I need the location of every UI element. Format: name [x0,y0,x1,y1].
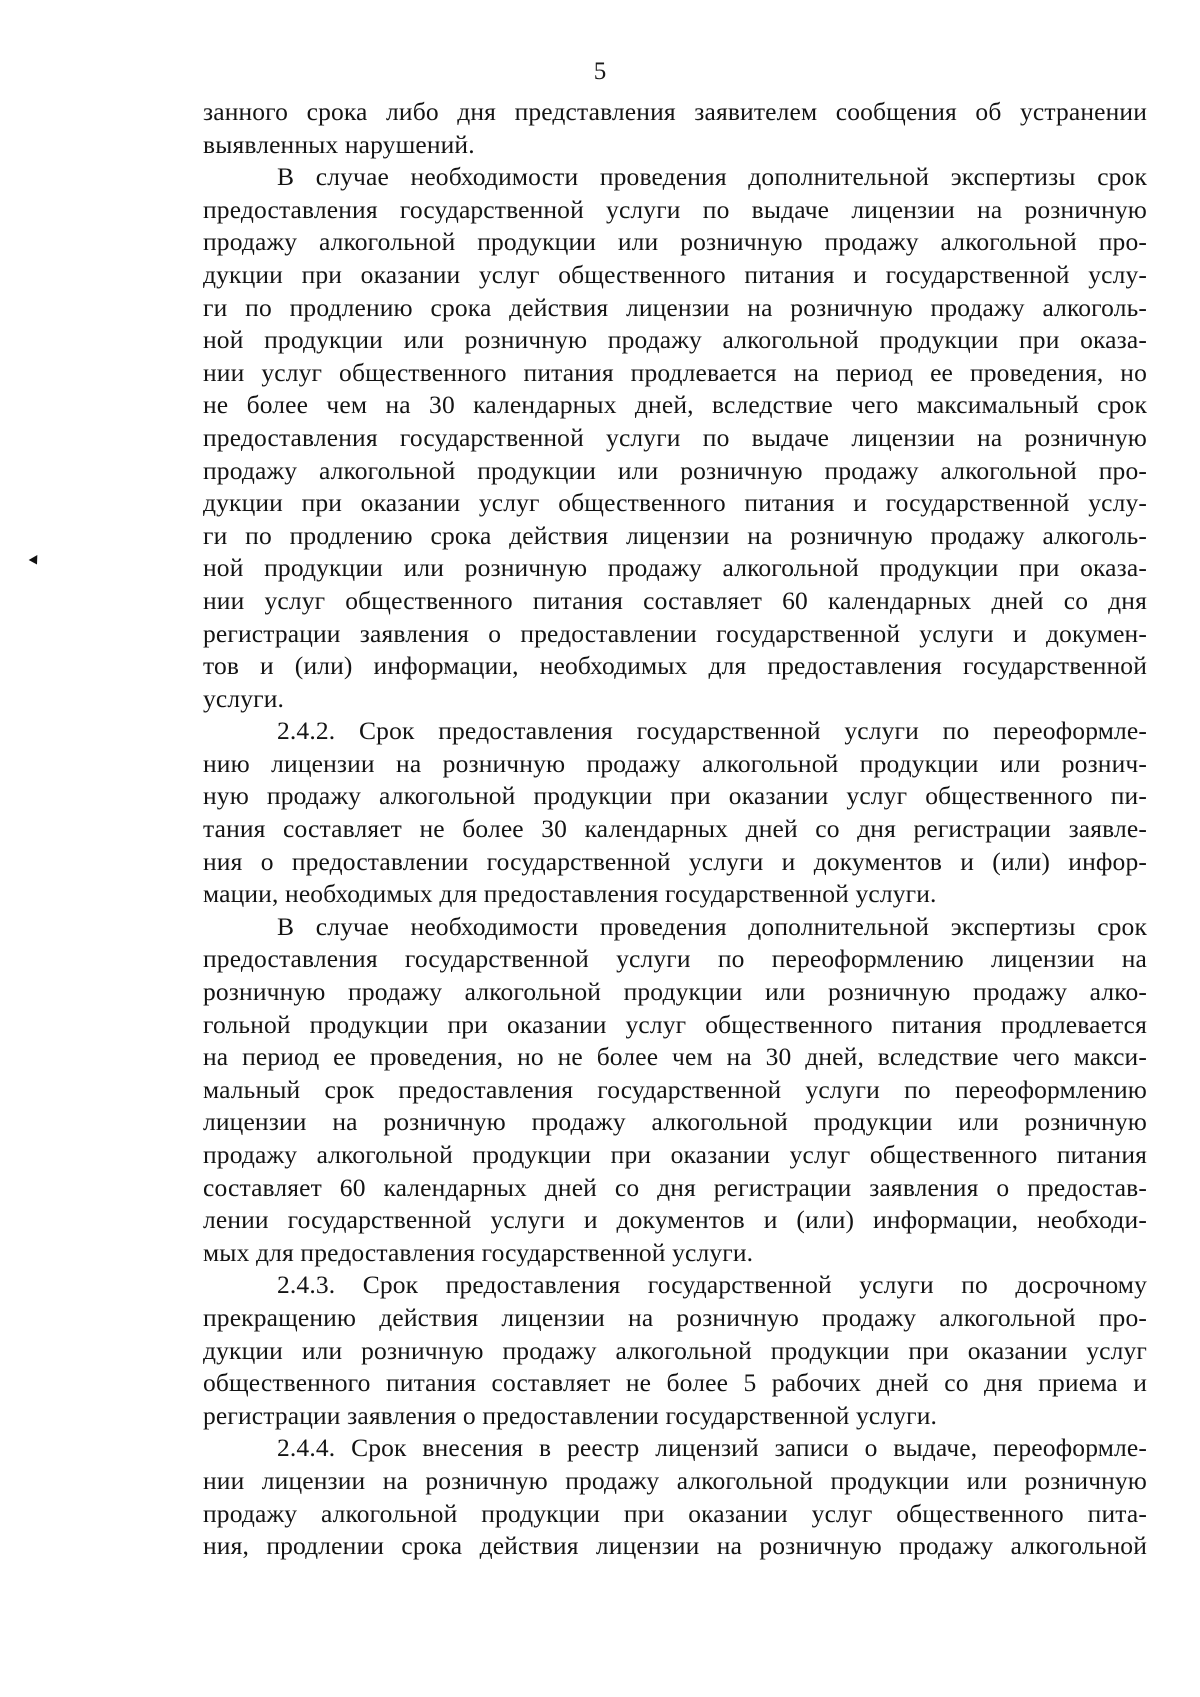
paragraph [203,911,1147,1270]
text-line: прекращению действия лицензии на розничную продажу алкогольной про- [203,1302,1147,1332]
text-line: нии услуг общественного питания продлевается на период ее проведения, но [203,357,1147,387]
text-line: гольной продукции при оказании услуг общественного питания продлевается [203,1009,1147,1039]
text-line: тов и (или) информации, необходимых для предоставления государственной [203,651,1147,681]
text-line: мых для предоставления государственной услуги. [203,1237,754,1267]
text-line: составляет 60 календарных дней со дня регистрации заявления о предостав- [203,1172,1147,1202]
text-line: ги по продлению срока действия лицензии на розничную продажу алкоголь- [203,520,1147,550]
paragraph [203,1432,1147,1562]
text-line: 2.4.3. Срок предоставления государственной услуги по досрочному [277,1270,1147,1300]
text-line: на период ее проведения, но не более чем на 30 дней, вследствие чего макси- [203,1042,1147,1072]
text-line: нии услуг общественного питания составляет 60 календарных дней со дня [203,585,1147,615]
text-line: 2.4.4. Срок внесения в реестр лицензий записи о выдаче, переоформле- [277,1433,1147,1463]
text-line: предоставления государственной услуги по выдаче лицензии на розничную [203,422,1147,452]
page-number: 5 [593,58,607,85]
text-line: тания составляет не более 30 календарных дней со дня регистрации заявле- [203,814,1147,844]
text-line: не более чем на 30 календарных дней, вследствие чего максимальный срок [203,390,1147,420]
text-line: продажу алкогольной продукции или розничную продажу алкогольной про- [203,227,1147,257]
text-line: ную продажу алкогольной продукции при оказании услуг общественного пи- [203,781,1147,811]
text-line: лицензии на розничную продажу алкогольной продукции или розничную [203,1107,1147,1137]
text-line: нию лицензии на розничную продажу алкогольной продукции или рознич- [203,748,1147,778]
text-line: 2.4.2. Срок предоставления государственной услуги по переоформле- [277,716,1147,746]
text-line: общественного питания составляет не более 5 рабочих дней со дня приема и [203,1368,1147,1398]
text-line: продажу алкогольной продукции при оказании услуг общественного пита- [203,1498,1147,1528]
text-line: ной продукции или розничную продажу алкогольной продукции при оказа- [203,325,1147,355]
paragraph [203,1269,1147,1432]
text-line: В случае необходимости проведения дополнительной экспертизы срок [277,162,1147,192]
text-line: ния о предоставлении государственной услуги и документов и (или) инфор- [203,846,1147,876]
text-line: дукции или розничную продажу алкогольной продукции при оказании услуг [203,1335,1147,1365]
text-line: В случае необходимости проведения дополнительной экспертизы срок [277,911,1147,941]
text-line: ной продукции или розничную продажу алкогольной продукции при оказа- [203,553,1147,583]
text-line: мации, необходимых для предоставления государственной услуги. [203,879,937,909]
document-body [203,96,1147,1563]
text-line: ги по продлению срока действия лицензии на розничную продажу алкоголь- [203,292,1147,322]
text-line: дукции при оказании услуг общественного питания и государственной услу- [203,488,1147,518]
paragraph [203,715,1147,911]
text-line: мальный срок предоставления государственной услуги по переоформлению [203,1074,1147,1104]
text-line: дукции при оказании услуг общественного питания и государственной услу- [203,259,1147,289]
text-line: регистрации заявления о предоставлении государственной услуги. [203,1400,938,1430]
text-line: нии лицензии на розничную продажу алкогольной продукции или розничную [203,1465,1147,1495]
paragraph [203,96,1147,161]
text-line: розничную продажу алкогольной продукции или розничную продажу алко- [203,977,1147,1007]
text-line: лении государственной услуги и документов и (или) информации, необходи- [203,1205,1147,1235]
text-line: предоставления государственной услуги по выдаче лицензии на розничную [203,194,1147,224]
text-line: услуги. [203,683,285,713]
text-line: продажу алкогольной продукции или розничную продажу алкогольной про- [203,455,1147,485]
paragraph [203,161,1147,715]
text-line: выявленных нарушений. [203,129,475,159]
text-line: ния, продлении срока действия лицензии на розничную продажу алкогольной [203,1531,1147,1561]
text-line: регистрации заявления о предоставлении государственной услуги и докумен- [203,618,1147,648]
text-line: продажу алкогольной продукции при оказании услуг общественного питания [203,1140,1147,1169]
text-line: занного срока либо дня представления заявителем сообщения об устранении [203,97,1147,126]
text-line: предоставления государственной услуги по переоформлению лицензии на [203,944,1147,974]
scan-mark-icon [29,555,42,567]
